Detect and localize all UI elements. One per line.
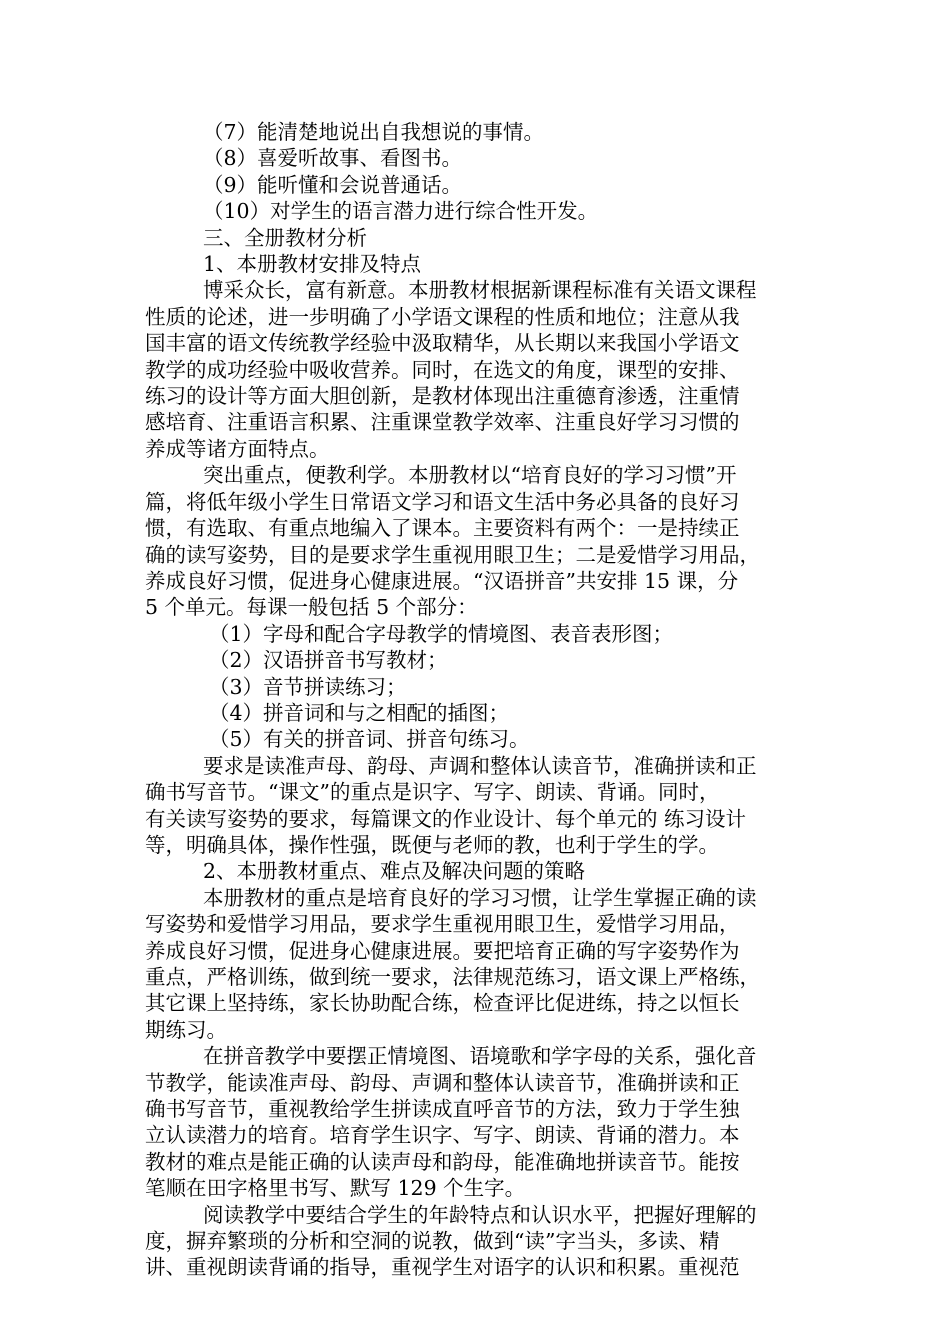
- text-line: 国丰富的语文传统教学经验中汲取精华，从长期以来我国小学语文: [145, 331, 740, 356]
- text-line: 突出重点，便教利学。本册教材以“培育良好的学习习惯”开: [203, 463, 737, 488]
- text-line: 等，明确具体，操作性强，既便与老师的教，也利于学生的学。: [145, 832, 719, 857]
- text-line: 5 个单元。每课一般包括 5 个部分：: [145, 595, 478, 620]
- text-line: 笔顺在田字格里书写、默写 129 个生字。: [145, 1176, 526, 1201]
- text-line: 养成良好习惯，促进身心健康进展。“汉语拼音”共安排 15 课，分: [145, 568, 739, 593]
- text-line: 写姿势和爱惜学习用品，要求学生重视用眼卫生，爱惜学习用品，: [145, 912, 740, 937]
- text-line: 博采众长，富有新意。本册教材根据新课程标准有关语文课程: [203, 278, 757, 303]
- text-line: 养成等诸方面特点。: [145, 436, 330, 461]
- text-line: 教学的成功经验中吸收营养。同时，在选文的角度，课型的安排、: [145, 357, 740, 382]
- text-line: 在拼音教学中要摆正情境图、语境歌和学字母的关系，强化音: [203, 1044, 757, 1069]
- text-line: （7）能清楚地说出自我想说的事情。: [203, 120, 545, 144]
- text-line: 期练习。: [145, 1017, 227, 1042]
- text-line: 惯，有选取、有重点地编入了课本。主要资料有两个：一是持续正: [145, 516, 740, 541]
- text-line: 讲、重视朗读背诵的指导，重视学生对语字的认识和积累。重视范: [145, 1255, 740, 1280]
- text-line: （10）对学生的语言潜力进行综合性开发。: [203, 199, 599, 224]
- text-line: 确的读写姿势，目的是要求学生重视用眼卫生；二是爱惜学习用品，: [145, 542, 760, 567]
- text-line: 立认读潜力的培育。培育学生识字、写字、朗读、背诵的潜力。本: [145, 1123, 740, 1148]
- text-line: 教材的难点是能正确的认读声母和韵母，能准确地拼读音节。能按: [145, 1149, 740, 1174]
- text-line: （3）音节拼读练习；: [209, 674, 407, 699]
- text-line: 本册教材的重点是培育良好的学习习惯，让学生掌握正确的读: [203, 885, 757, 910]
- text-line: （8）喜爱听故事、看图书。: [203, 146, 463, 171]
- text-line: 确书写音节。“课文”的重点是识字、写字、朗读、背诵。同时，: [145, 780, 720, 805]
- text-line: 节教学，能读准声母、韵母、声调和整体认读音节，准确拼读和正: [145, 1070, 740, 1095]
- text-line: （5）有关的拼音词、拼音句练习。: [209, 727, 530, 752]
- text-line: （4）拼音词和与之相配的插图；: [209, 700, 510, 725]
- text-line: 阅读教学中要结合学生的年龄特点和认识水平，把握好理解的: [203, 1202, 757, 1227]
- text-line: 度，摒弃繁琐的分析和空洞的说教，做到“读”字当头，多读、精: [145, 1229, 720, 1254]
- text-line: 1、本册教材安排及特点: [203, 252, 422, 277]
- text-line: 练习的设计等方面大胆创新，是教材体现出注重德育渗透，注重情: [145, 384, 740, 409]
- text-line: 养成良好习惯，促进身心健康进展。要把培育正确的写字姿势作为: [145, 938, 740, 963]
- text-line: （2）汉语拼音书写教材；: [209, 648, 448, 673]
- document-body: [145, 119, 805, 1281]
- text-line: 要求是读准声母、韵母、声调和整体认读音节，准确拼读和正: [203, 753, 757, 778]
- text-line: 三、全册教材分析: [203, 225, 367, 250]
- text-line: 其它课上坚持练，家长协助配合练，检查评比促进练，持之以恒长: [145, 991, 740, 1016]
- text-line: 有关读写姿势的要求，每篇课文的作业设计、每个单元的 练习设计: [145, 806, 747, 831]
- text-line: 性质的论述，进一步明确了小学语文课程的性质和地位；注意从我: [145, 304, 740, 329]
- text-line: 感培育、注重语言积累、注重课堂教学效率、注重良好学习习惯的: [145, 410, 740, 435]
- text-line: 篇，将低年级小学生日常语文学习和语文生活中务必具备的良好习: [145, 489, 740, 514]
- text-line: 2、本册教材重点、难点及解决问题的策略: [203, 859, 586, 884]
- text-line: 确书写音节，重视教给学生拼读成直呼音节的方法，致力于学生独: [145, 1097, 740, 1122]
- text-line: （1）字母和配合字母教学的情境图、表音表形图；: [209, 621, 674, 646]
- text-line: （9）能听懂和会说普通话。: [203, 172, 463, 197]
- text-line: 重点，严格训练，做到统一要求，法律规范练习，语文课上严格练，: [145, 965, 760, 989]
